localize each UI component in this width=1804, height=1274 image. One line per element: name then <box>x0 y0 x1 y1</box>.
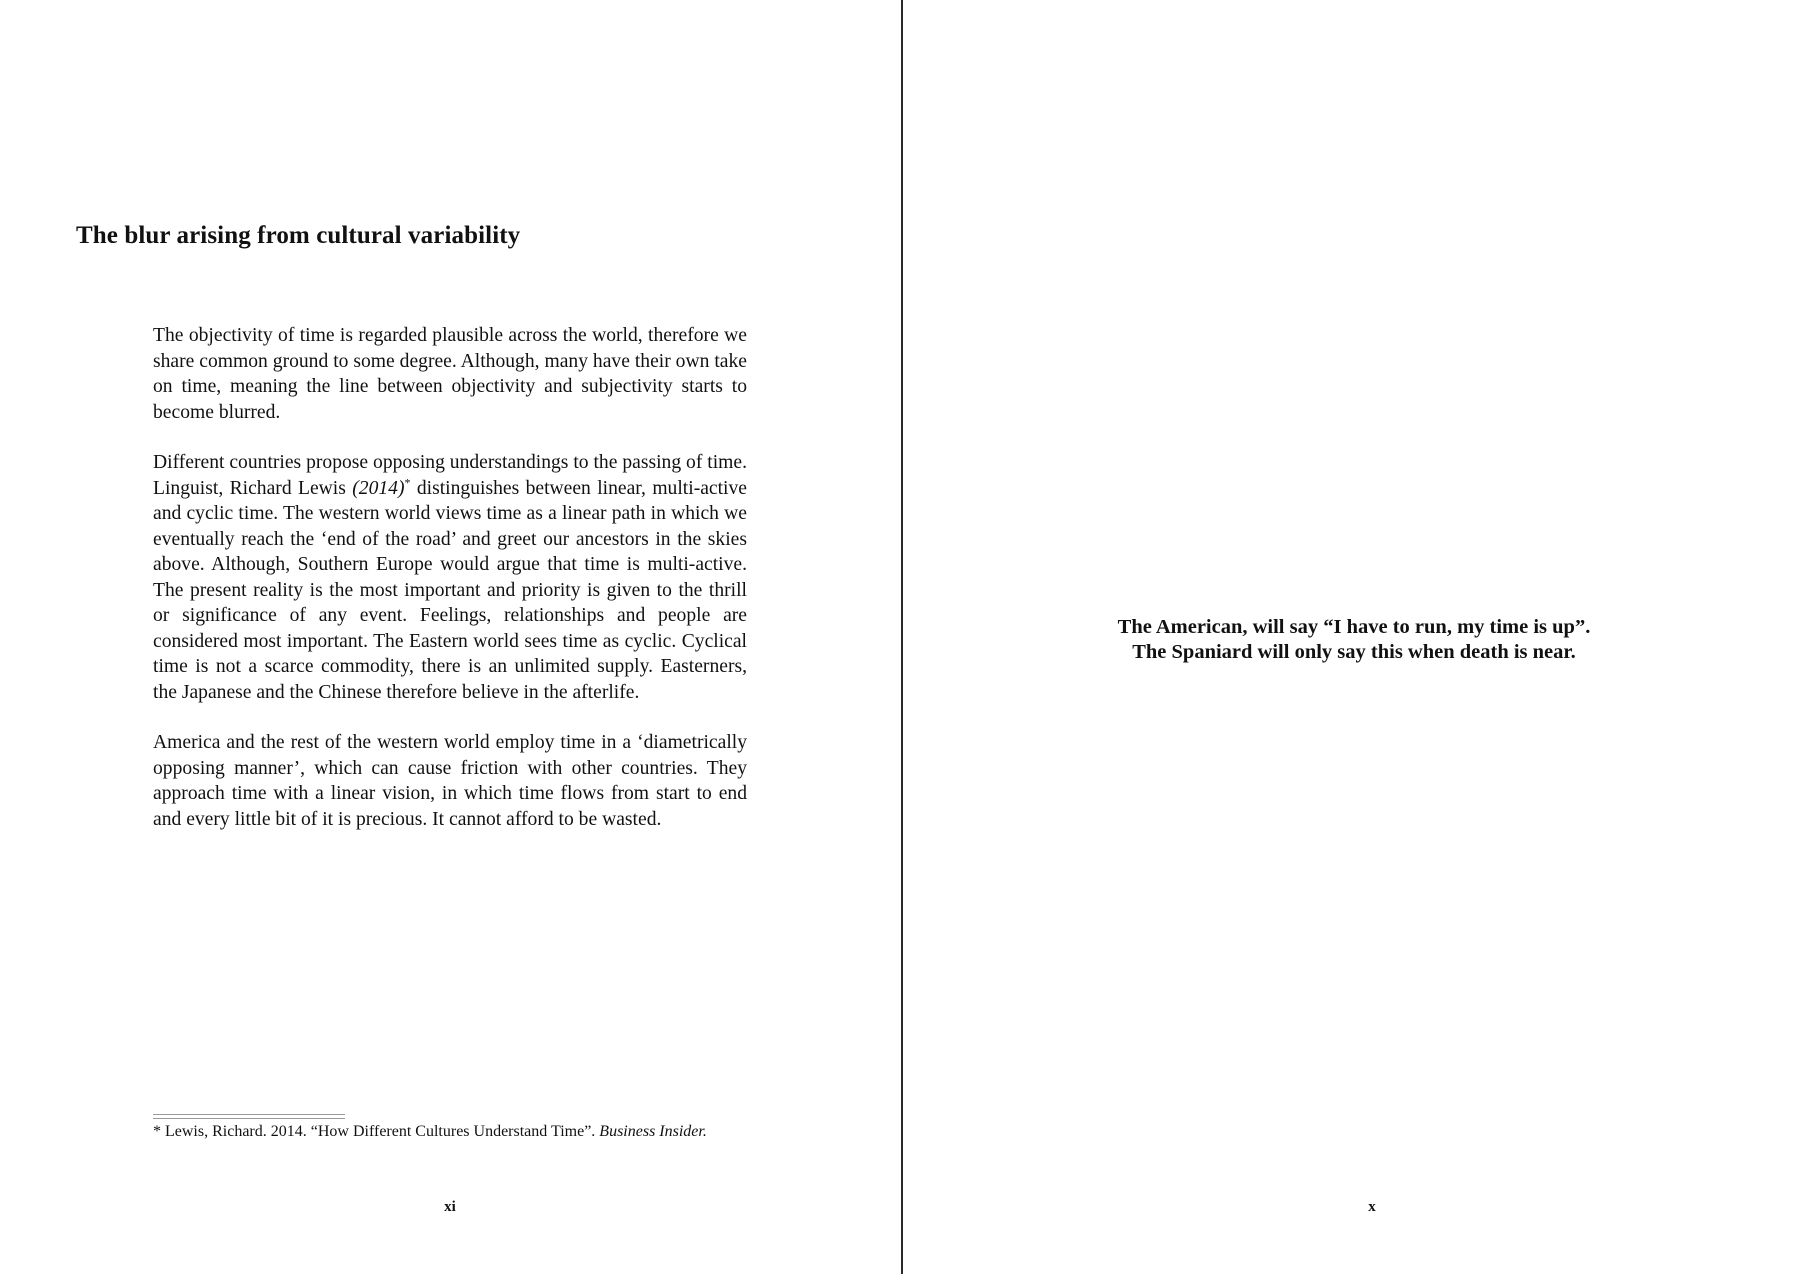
body-text <box>153 323 747 857</box>
paragraph-cultures-rest: distinguishes between linear, multi-active and cyclic time. The western world views time as a linear path in which we eventually reach the ‘end of the road’ and greet our ancestors in the skies above. Although, Southern Europe would argue that time is multi-active. The present reality is the most important and priority is given to the thrill or significance of any event. Feelings, relationships and people are considered most important. The Eastern world sees time as cyclic. Cyclical time is not a scarce commodity, there is an unlimited supply. Easterners, the Japanese and the Chinese therefore believe in the afterlife. <box>153 477 747 703</box>
footnote-marker-bottom: * <box>153 1123 161 1140</box>
pull-quote-line-2: The Spaniard will only say this when death is near. <box>1132 641 1576 663</box>
footnote-source: Business Insider. <box>599 1123 707 1140</box>
footnote-divider <box>153 1114 345 1119</box>
citation-year: (2014) <box>352 477 405 499</box>
pull-quote-line-1: The American, will say “I have to run, my time is up”. <box>1117 616 1591 638</box>
footnote <box>153 1122 707 1142</box>
right-page <box>904 0 1804 1274</box>
pull-quote <box>964 615 1744 665</box>
page-number-right: x <box>1368 1199 1376 1215</box>
book-spine-divider <box>901 0 903 1274</box>
footnote-reference: Lewis, Richard. 2014. “How Different Cultures Understand Time”. <box>161 1123 600 1140</box>
page-number-left: xi <box>444 1199 456 1215</box>
footnote-marker: * <box>404 474 411 489</box>
paragraph-cultures-intro: Different countries propose opposing understandings to the passing of time. Linguist, Richard Lewis <box>153 452 747 499</box>
section-heading: The blur arising from cultural variability <box>76 222 521 249</box>
paragraph-america: America and the rest of the western world employ time in a ‘diametrically opposing manner’, which can cause friction with other countries. They approach time with a linear vision, in which time flows from start to end and every little bit of it is precious. It cannot afford to be wasted. <box>153 732 747 830</box>
paragraph-cultures <box>153 450 747 705</box>
paragraph-objectivity: The objectivity of time is regarded plausible across the world, therefore we share common ground to some degree. Although, many have their own take on time, meaning the line between objectivity and subjectivity starts to become blurred. <box>153 325 747 423</box>
